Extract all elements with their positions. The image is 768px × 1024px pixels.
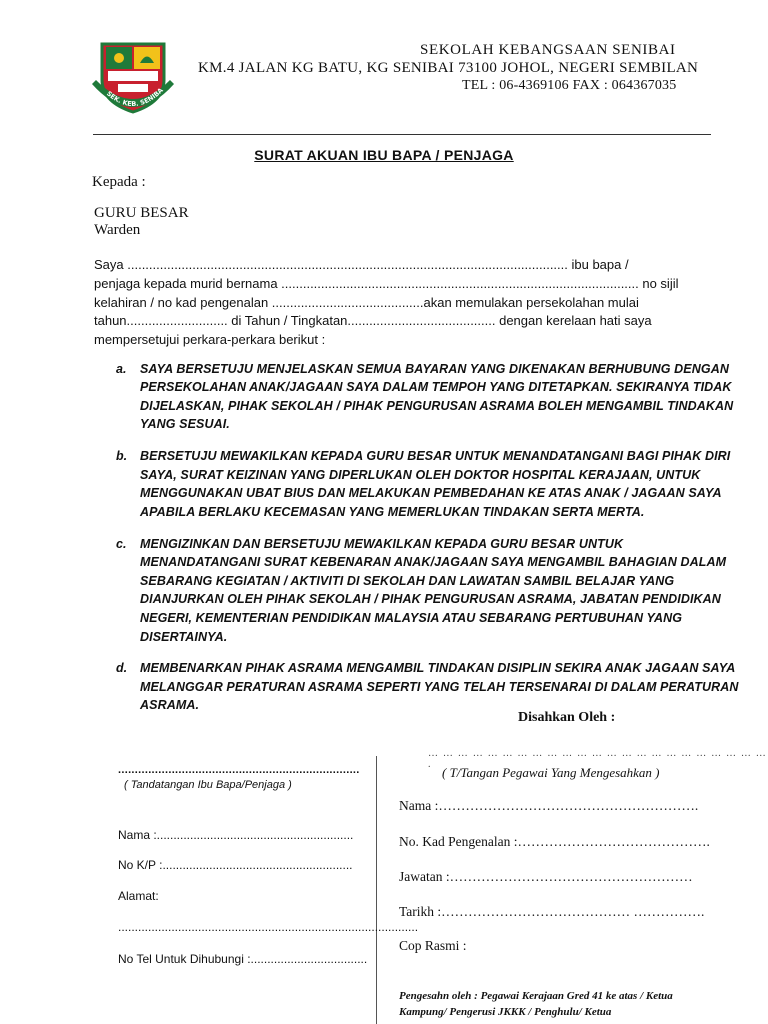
officer-ic-field[interactable]: No. Kad Pengenalan :……………………………………. [399,834,710,849]
item-letter-a: a. [116,362,127,376]
item-letter-d: d. [116,661,128,675]
item-c-text: MENGIZINKAN DAN BERSETUJU MEWAKILKAN KEPADA GURU BESAR UNTUK [140,537,624,551]
recipient-line-2: Warden [94,222,141,238]
intro-line[interactable]: Saya .......................................................................................................................... ibu bapa / [94,257,629,272]
parent-phone-field[interactable]: No Tel Untuk Dihubungi :................................... [118,952,368,966]
school-phone: TEL : 06-4369106 FAX : 064367035 [462,78,677,93]
officer-date-field[interactable]: Tarikh :…………………………………… ……………. [399,904,705,919]
recipient-line-1: GURU BESAR [94,205,189,221]
officer-position-field[interactable]: Jawatan :……………………………………………… [399,869,693,884]
endorsement-note: Kampung/ Pengerusi JKKK / Penghulu/ Ketua [399,1006,612,1018]
item-c-text: DIANJURKAN OLEH PIHAK SEKOLAH / PIHAK PENGURUSAN ASRAMA, JABATAN PENDIDIKAN [140,592,721,606]
item-c-text: MENANDATANGANI SURAT KEBENARAN ANAK/JAGAAN SAYA MENGAMBIL BAHAGIAN DALAM [140,555,727,569]
logo-ribbon-text: SEK. KEB. SENIBA [104,86,165,109]
item-d-text: ASRAMA. [140,698,200,712]
item-b-text: BERSETUJU MEWAKILKAN KEPADA GURU BESAR UNTUK MENANDATANGANI BAGI PIHAK DIRI [140,449,731,463]
intro-line[interactable]: penjaga kepada murid bernama ................................................................................................... no sijil [94,276,679,291]
officer-name-field[interactable]: Nama :…………………………………………………. [399,798,699,813]
document-title: SURAT AKUAN IBU BAPA / PENJAGA [254,147,514,163]
school-name: SEKOLAH KEBANGSAAN SENIBAI [420,42,676,58]
item-letter-c: c. [116,537,127,551]
parent-ic-field[interactable]: No K/P :......................................................... [118,858,353,872]
item-a-text: SAYA BERSETUJU MENJELASKAN SEMUA BAYARAN YANG DIKENAKAN BERHUBUNG DENGAN [140,362,729,376]
officer-signature-caption: ( T/Tangan Pegawai Yang Mengesahkan ) [442,765,660,780]
officer-signature-line[interactable]: … … … … … … … … … … … … … … … … … … … … … … … . [428,748,767,770]
item-b-text: MENGGUNAKAN UBAT BIUS DAN MELAKUKAN PEMBEDAHAN KE ATAS ANAK / JAGAAN SAYA [140,486,722,500]
item-d-text: MELANGGAR PERATURAN ASRAMA SEPERTI YANG TELAH TERSENARAI DI DALAM PERATURAN [140,680,739,694]
parent-address-label: Alamat: [118,889,159,903]
item-c-text: DISERTAINYA. [140,630,228,644]
school-address: KM.4 JALAN KG BATU, KG SENIBAI 73100 JOHOL, NEGERI SEMBILAN [198,60,699,76]
official-stamp-field[interactable]: Cop Rasmi : [399,938,467,953]
intro-line[interactable]: tahun............................ di Tahun / Tingkatan......................................... dengan kerelaan hati saya [94,313,652,328]
endorsement-note: Pengesahn oleh : Pegawai Kerajaan Gred 41 ke atas / Ketua [399,990,673,1002]
intro-line: mempersetujui perkara-perkara berikut : [94,332,326,347]
verified-by-label: Disahkan Oleh : [518,710,616,725]
school-logo [84,38,182,122]
item-c-text: SEBARANG KEGIATAN / AKTIVITI DI SEKOLAH DAN LAWATAN SAMBIL BELAJAR YANG [140,574,675,588]
item-a-text: DIJELASKAN, PIHAK SEKOLAH / PIHAK PENGURUSAN ASRAMA BOLEH MENGAMBIL TINDAKAN [140,399,734,413]
item-a-text: PERSEKOLAHAN ANAK/JAGAAN SAYA DALAM TEMPOH YANG DITETAPKAN. SEKIRANYA TIDAK [140,380,732,394]
item-letter-b: b. [116,449,128,463]
parent-signature-line[interactable]: ........................................................................ [118,764,360,776]
intro-line[interactable]: kelahiran / no kad pengenalan ..........................................akan memulakan persekolahan mulai [94,295,639,310]
parent-name-field[interactable]: Nama :........................................................... [118,828,354,842]
parent-signature-caption: ( Tandatangan Ibu Bapa/Penjaga ) [124,779,292,791]
item-c-text: NEGERI, KEMENTERIAN PENDIDIKAN MALAYSIA ATAU SEBARANG PERTUBUHAN YANG [140,611,683,625]
header-divider [93,134,711,135]
parent-address-field[interactable]: .......................................................................................... [118,920,419,934]
item-a-text: YANG SESUAI. [140,417,230,431]
item-b-text: APABILA BERLAKU KECEMASAN YANG MEMERLUKAN TINDAKAN SERTA MERTA. [140,505,645,519]
column-divider [376,756,377,1024]
item-d-text: MEMBENARKAN PIHAK ASRAMA MENGAMBIL TINDAKAN DISIPLIN SEKIRA ANAK JAGAAN SAYA [140,661,736,675]
item-b-text: SAYA, SURAT KEIZINAN YANG DIPERLUKAN OLEH DOKTOR HOSPITAL KERAJAAN, UNTUK [140,468,701,482]
recipient-label: Kepada : [92,174,146,190]
